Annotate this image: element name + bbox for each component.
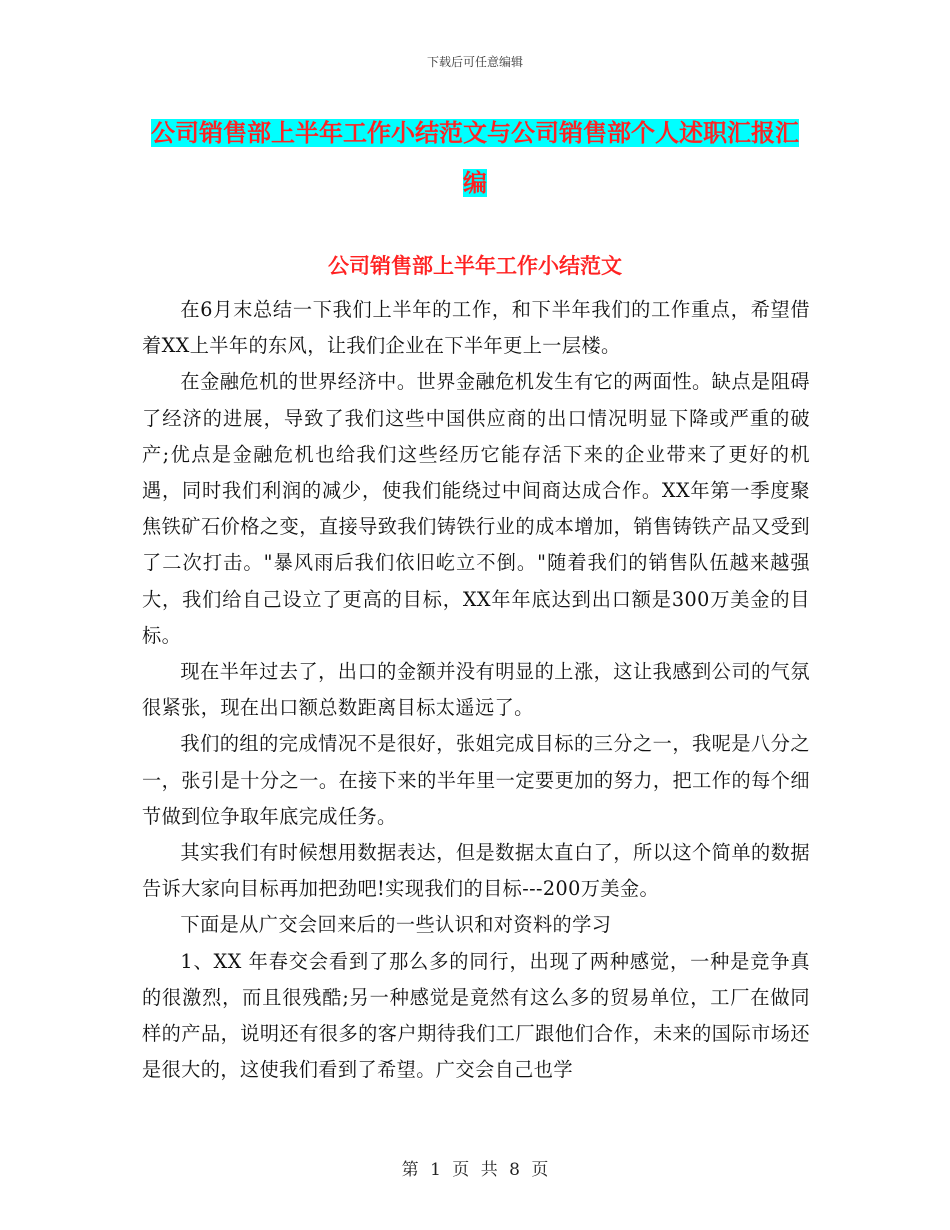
paragraph: 1、XX 年春交会看到了那么多的同行，出现了两种感觉，一种是竞争真的很激烈，而且很残酷;另一种感觉是竟然有这么多的贸易单位，工厂在做同样的产品，说明还有很多的客户期待我们工厂跟他们合作，未来的国际市场还是很大的，这使我们看到了希望。广交会自己也学 bbox=[142, 949, 810, 1082]
document-title-text: 公司销售部上半年工作小结范文与公司销售部个人述职汇报汇编 bbox=[151, 119, 799, 197]
paragraph: 在6月末总结一下我们上半年的工作，和下半年我们的工作重点，希望借着XX上半年的东风，让我们企业在下半年更上一层楼。 bbox=[142, 298, 810, 358]
document-title bbox=[150, 108, 800, 208]
section-title: 公司销售部上半年工作小结范文 bbox=[328, 254, 622, 278]
header-note: 下载后可任意编辑 bbox=[426, 55, 523, 69]
page-indicator: 第 1 页 共 8 页 bbox=[401, 1160, 549, 1180]
paragraph: 现在半年过去了，出口的金额并没有明显的上涨，这让我感到公司的气氛很紧张，现在出口额总数距离目标太遥远了。 bbox=[142, 660, 810, 720]
body-text bbox=[142, 292, 810, 1088]
paragraph: 在金融危机的世界经济中。世界金融危机发生有它的两面性。缺点是阻碍了经济的进展，导致了我们这些中国供应商的出口情况明显下降或严重的破产;优点是金融危机也给我们这些经历它能存活下来的企业带来了更好的机遇，同时我们利润的减少，使我们能绕过中间商达成合作。XX年第一季度聚焦铁矿石价格之变，直接导致我们铸铁行业的成本增加，销售铸铁产品又受到了二次打击。"暴风雨后我们依旧屹立不倒。"随着我们的销售队伍越来越强大，我们给自己设立了更高的目标，XX年年底达到出口额是300万美金的目标。 bbox=[142, 370, 810, 647]
paragraph: 其实我们有时候想用数据表达，但是数据太直白了，所以这个简单的数据告诉大家向目标再加把劲吧!实现我们的目标---200万美金。 bbox=[142, 841, 810, 901]
paragraph: 我们的组的完成情况不是很好，张姐完成目标的三分之一，我呢是八分之一，张引是十分之一。在接下来的半年里一定要更加的努力，把工作的每个细节做到位争取年底完成任务。 bbox=[142, 732, 810, 828]
paragraph: 下面是从广交会回来后的一些认识和对资料的学习 bbox=[180, 913, 612, 937]
